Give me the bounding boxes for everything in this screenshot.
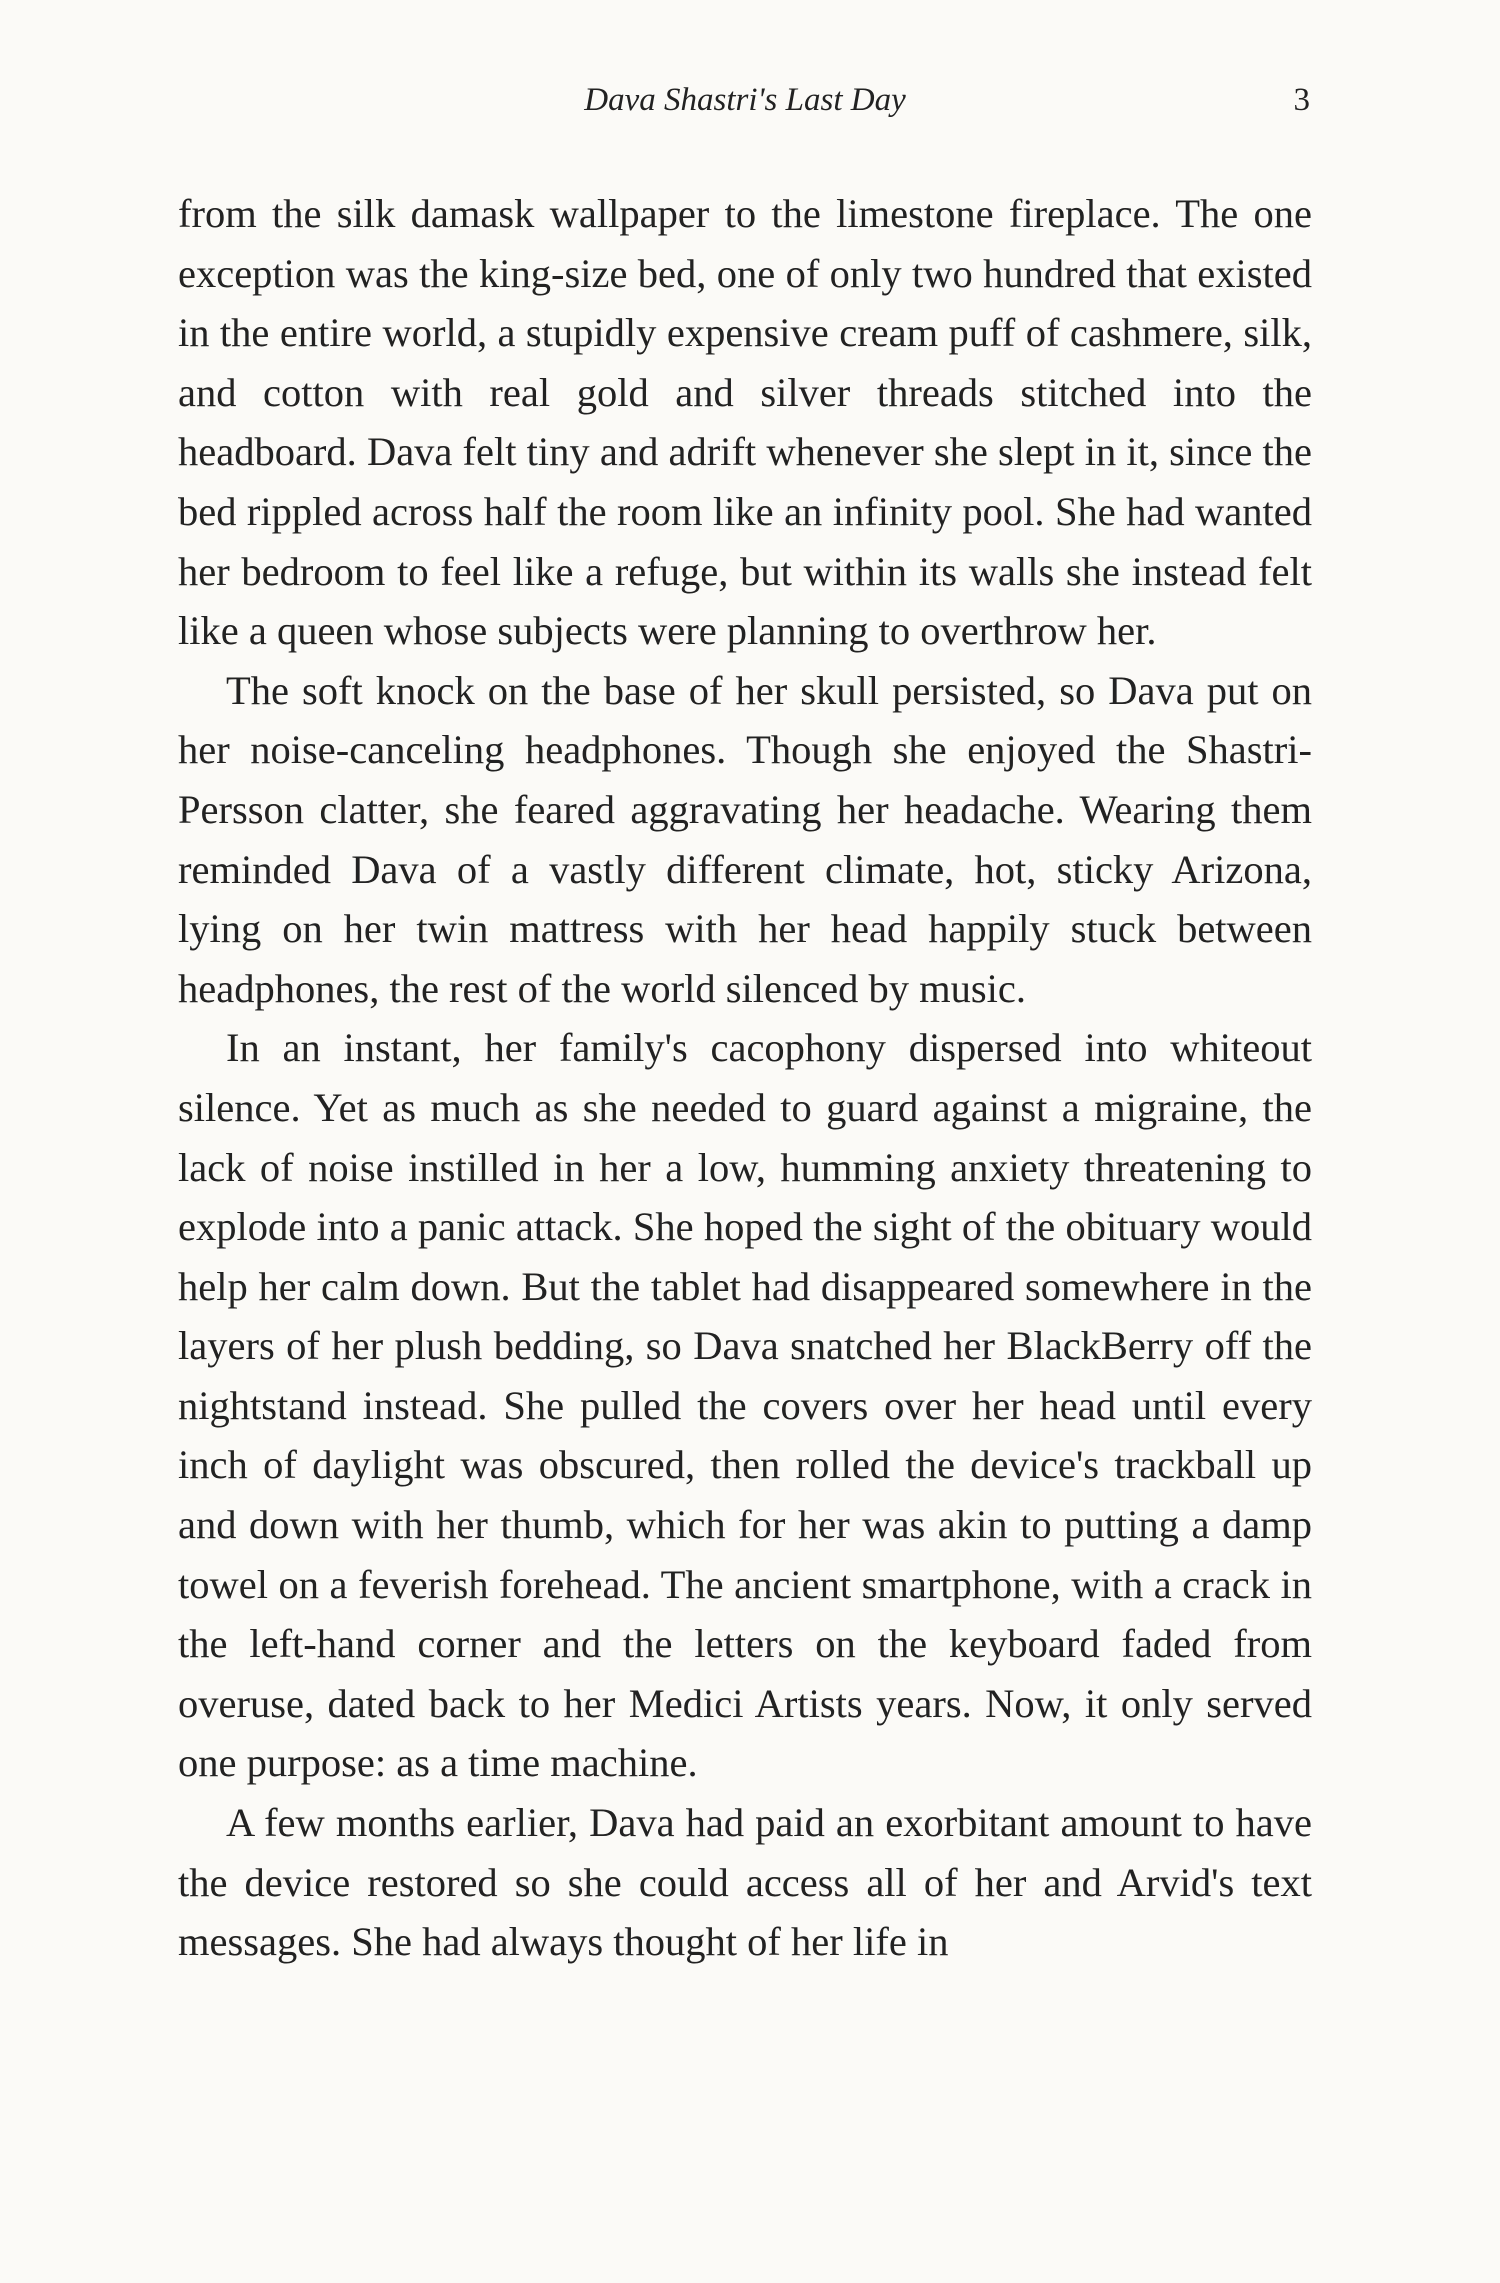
running-title: Dava Shastri's Last Day — [584, 82, 906, 118]
paragraph-4: A few months earlier, Dava had paid an exorbitant amount to have the device restored so she could access all of her and Arvid's text messages. She had always thought of her life in — [178, 1800, 1312, 1965]
paragraph-2: The soft knock on the base of her skull persisted, so Dava put on her noise-canceling headphones. Though she enjoyed the Shastri-Persson clatter, she feared aggravating her headache. Wearing them reminded Dava of a vastly different climate, hot, sticky Arizona, lying on her twin mattress with her head happily stuck between headphones, the rest of the world silenced by music. — [178, 667, 1312, 1011]
paragraph-1: from the silk damask wallpaper to the limestone fireplace. The one exception was the king-size bed, one of only two hundred that existed in the entire world, a stupidly expensive cream puff of cashmere, silk, and cotton with real gold and silver threads stitched into the headboard. Dava felt tiny and adrift whenever she slept in it, since the bed rippled across half the room like an infinity pool. She had wanted her bedroom to feel like a refuge, but within its walls she instead felt like a queen whose subjects were planning to overthrow her. — [178, 191, 1312, 654]
running-head — [180, 82, 1310, 132]
paragraph-3: In an instant, her family's cacophony dispersed into whiteout silence. Yet as much as she needed to guard against a migraine, the lack of noise instilled in her a low, humming anxiety threatening to explode into a panic attack. She hoped the sight of the obituary would help her calm down. But the tablet had disappeared somewhere in the layers of her plush bedding, so Dava snatched her BlackBerry off the nightstand instead. She pulled the covers over her head until every inch of daylight was obscured, then rolled the device's trackball up and down with her thumb, which for her was akin to putting a damp towel on a feverish forehead. The ancient smartphone, with a crack in the left-hand corner and the letters on the keyboard faded from overuse, dated back to her Medici Artists years. Now, it only served one purpose: as a time machine. — [178, 1025, 1312, 1786]
body-text — [178, 184, 1312, 1972]
page-number: 3 — [1293, 82, 1310, 118]
